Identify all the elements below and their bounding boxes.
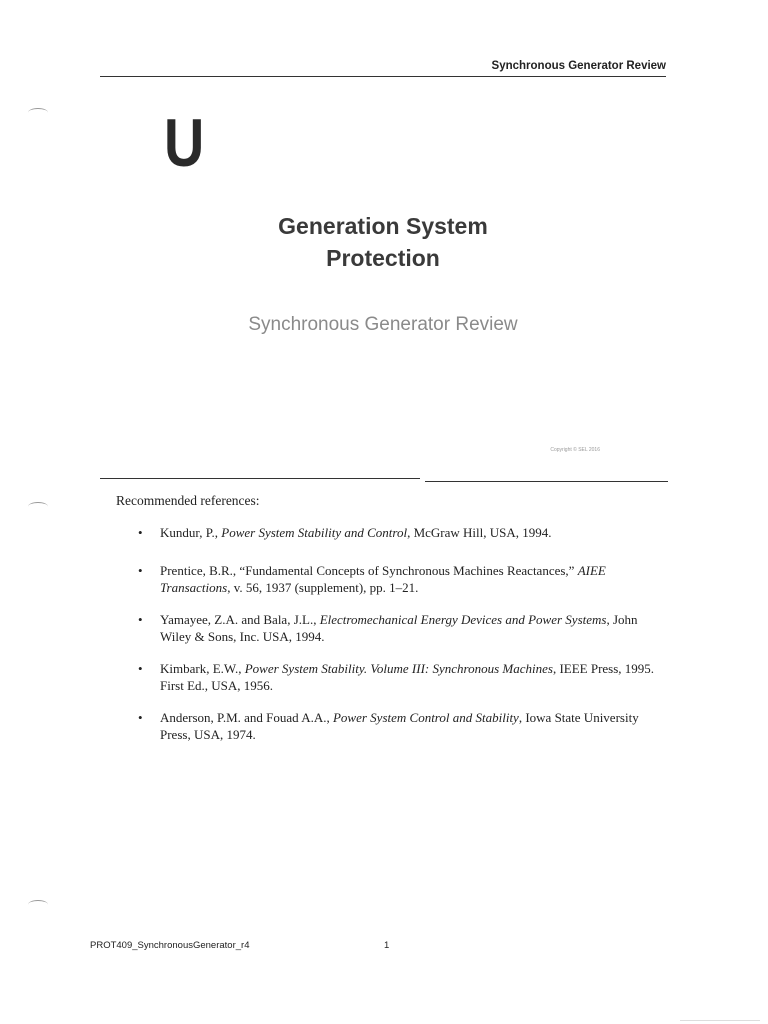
- reference-title: Power System Stability. Volume III: Synchronous Machines: [244, 661, 553, 676]
- margin-punch-mark: [28, 502, 48, 511]
- reference-title: AIEE Transactions: [160, 563, 606, 595]
- slide-divider-left: [100, 478, 420, 479]
- reference-item-prentice: [138, 562, 658, 596]
- bullet: •: [138, 563, 143, 578]
- footer-page-number: 1: [384, 940, 390, 951]
- bullet: •: [138, 612, 143, 627]
- reference-item-yamayee: [138, 611, 658, 645]
- bullet: •: [138, 525, 143, 540]
- slide-title-line-1: Generation System: [278, 213, 488, 239]
- bullet: •: [138, 710, 143, 725]
- reference-publisher: , McGraw Hill, USA, 1994.: [407, 525, 552, 540]
- reference-author: Prentice, B.R., “Fundamental Concepts of Synchronous Machines Reactances,”: [160, 563, 578, 578]
- reference-item-kundur: [138, 524, 658, 541]
- section-letter: U: [164, 105, 205, 181]
- reference-publisher: , IEEE Press, 1995. First Ed., USA, 1956.: [160, 661, 655, 693]
- reference-item-kimbark: [138, 660, 658, 694]
- footer-document-id: PROT409_SynchronousGenerator_r4: [90, 940, 250, 951]
- reference-list: [138, 524, 658, 743]
- references-heading: Recommended references:: [116, 493, 260, 508]
- slide-title-line-2: Protection: [326, 245, 440, 271]
- reference-author: Yamayee, Z.A. and Bala, J.L.,: [160, 612, 320, 627]
- slide-subtitle: Synchronous Generator Review: [248, 314, 518, 335]
- margin-punch-mark: [28, 900, 48, 909]
- slide-title: [183, 210, 583, 274]
- slide-divider-right: [425, 481, 668, 482]
- running-header: Synchronous Generator Review: [491, 60, 666, 72]
- reference-item-anderson: [138, 709, 658, 743]
- reference-author: Kimbark, E.W.,: [160, 661, 245, 676]
- reference-publisher: , v. 56, 1937 (supplement), pp. 1–21.: [227, 580, 419, 595]
- scan-mark: [680, 1020, 760, 1021]
- reference-title: Power System Stability and Control: [221, 525, 408, 540]
- reference-publisher: , Iowa State University Press, USA, 1974.: [160, 710, 639, 742]
- margin-punch-mark: [28, 108, 48, 117]
- reference-publisher: , John Wiley & Sons, Inc. USA, 1994.: [160, 612, 638, 644]
- header-rule: [100, 76, 666, 77]
- bullet: •: [138, 661, 143, 676]
- copyright-notice: Copyright © SEL 2016: [550, 447, 600, 453]
- reference-title: Electromechanical Energy Devices and Power Systems: [319, 612, 607, 627]
- reference-author: Anderson, P.M. and Fouad A.A.,: [160, 710, 333, 725]
- reference-author: Kundur, P.,: [160, 525, 222, 540]
- reference-title: Power System Control and Stability: [332, 710, 519, 725]
